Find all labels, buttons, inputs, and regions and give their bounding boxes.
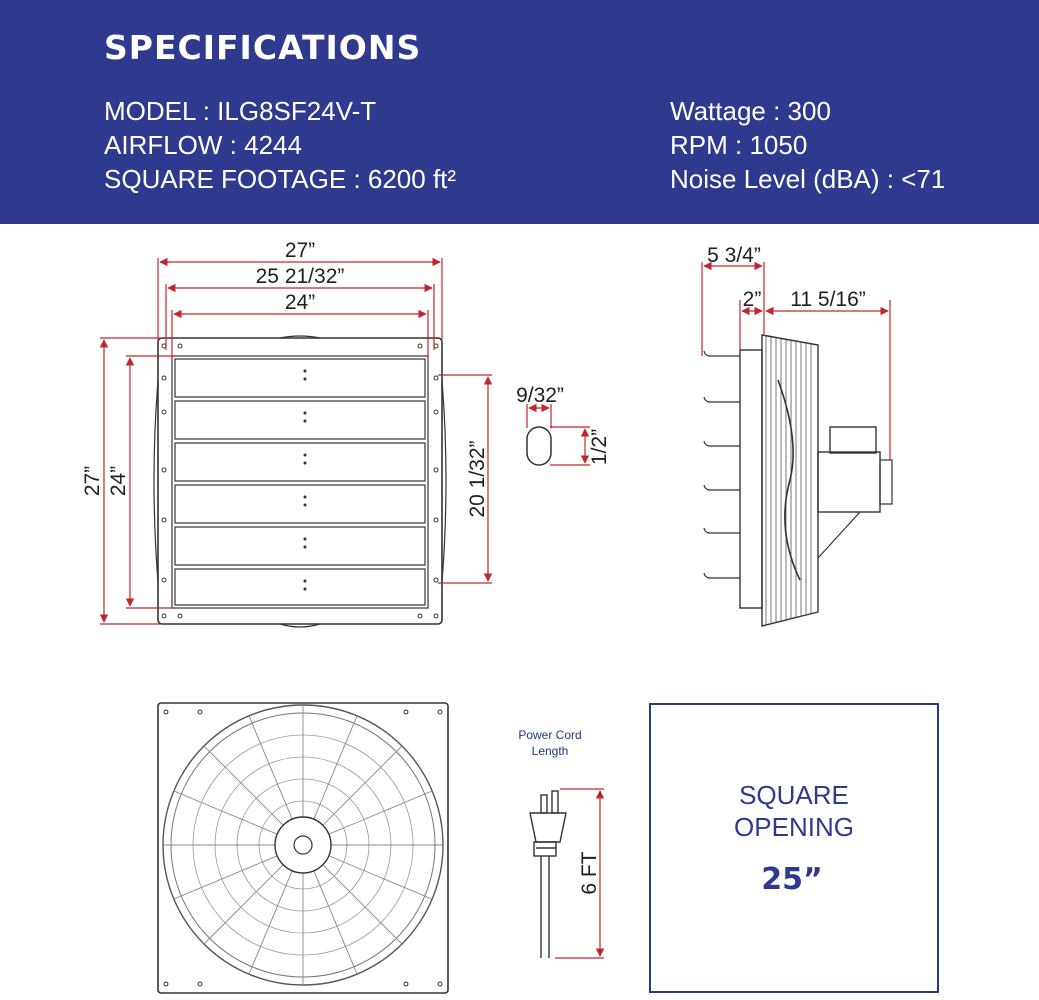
guard-grille-lines xyxy=(766,336,811,625)
motor-hub xyxy=(275,817,331,873)
spec-square-footage: SQUARE FOOTAGE : 6200 ft² xyxy=(104,164,457,194)
front-view xyxy=(81,239,492,627)
height-inner-label: 24” xyxy=(107,465,130,497)
depth-motor-label: 11 5/16” xyxy=(790,288,866,311)
height-outer-label: 27” xyxy=(81,465,104,497)
spec-airflow: AIRFLOW : 4244 xyxy=(104,130,302,160)
spec-noise-level: Noise Level (dBA) : <71 xyxy=(670,164,946,194)
cord-length-label: 6 FT xyxy=(578,851,601,895)
power-cord-label-line2: Length xyxy=(531,744,569,758)
side-view xyxy=(702,244,892,626)
width-outer-label: 27” xyxy=(284,239,316,262)
rear-view xyxy=(158,703,448,993)
hole-spacing-label: 20 1/32” xyxy=(466,440,489,518)
spec-model: MODEL : ILG8SF24V-T xyxy=(104,96,377,126)
front-inner-frame xyxy=(172,356,428,608)
spec-wattage: Wattage : 300 xyxy=(670,96,831,126)
spec-rpm: RPM : 1050 xyxy=(670,130,808,160)
slot-width-label: 9/32” xyxy=(516,384,564,407)
page-title: SPECIFICATIONS xyxy=(104,28,422,67)
technical-drawing xyxy=(0,224,1039,1000)
motor-body xyxy=(818,452,880,512)
width-inner-label: 24” xyxy=(284,291,316,314)
power-cord-label-line1: Power Cord xyxy=(518,728,582,742)
slot-detail xyxy=(516,384,611,465)
depth-frame-label: 5 3/4” xyxy=(707,244,761,267)
slat-pivot-dots xyxy=(304,370,307,591)
depth-flange-label: 2” xyxy=(742,288,762,311)
mounting-slot xyxy=(527,427,551,465)
plug-icon xyxy=(530,791,566,856)
width-mid-label: 25 21/32” xyxy=(255,265,345,288)
slot-height-label: 1/2” xyxy=(588,428,611,466)
power-cord-diagram xyxy=(518,728,604,958)
square-opening-box xyxy=(650,704,938,992)
capacitor-box xyxy=(830,427,876,453)
shutter-hooks xyxy=(704,351,740,578)
shutter-slats xyxy=(175,359,425,605)
opening-size: 25” xyxy=(761,862,823,897)
specifications-banner xyxy=(0,0,1039,224)
opening-line2: OPENING xyxy=(734,812,854,842)
opening-line1: SQUARE xyxy=(739,780,849,810)
